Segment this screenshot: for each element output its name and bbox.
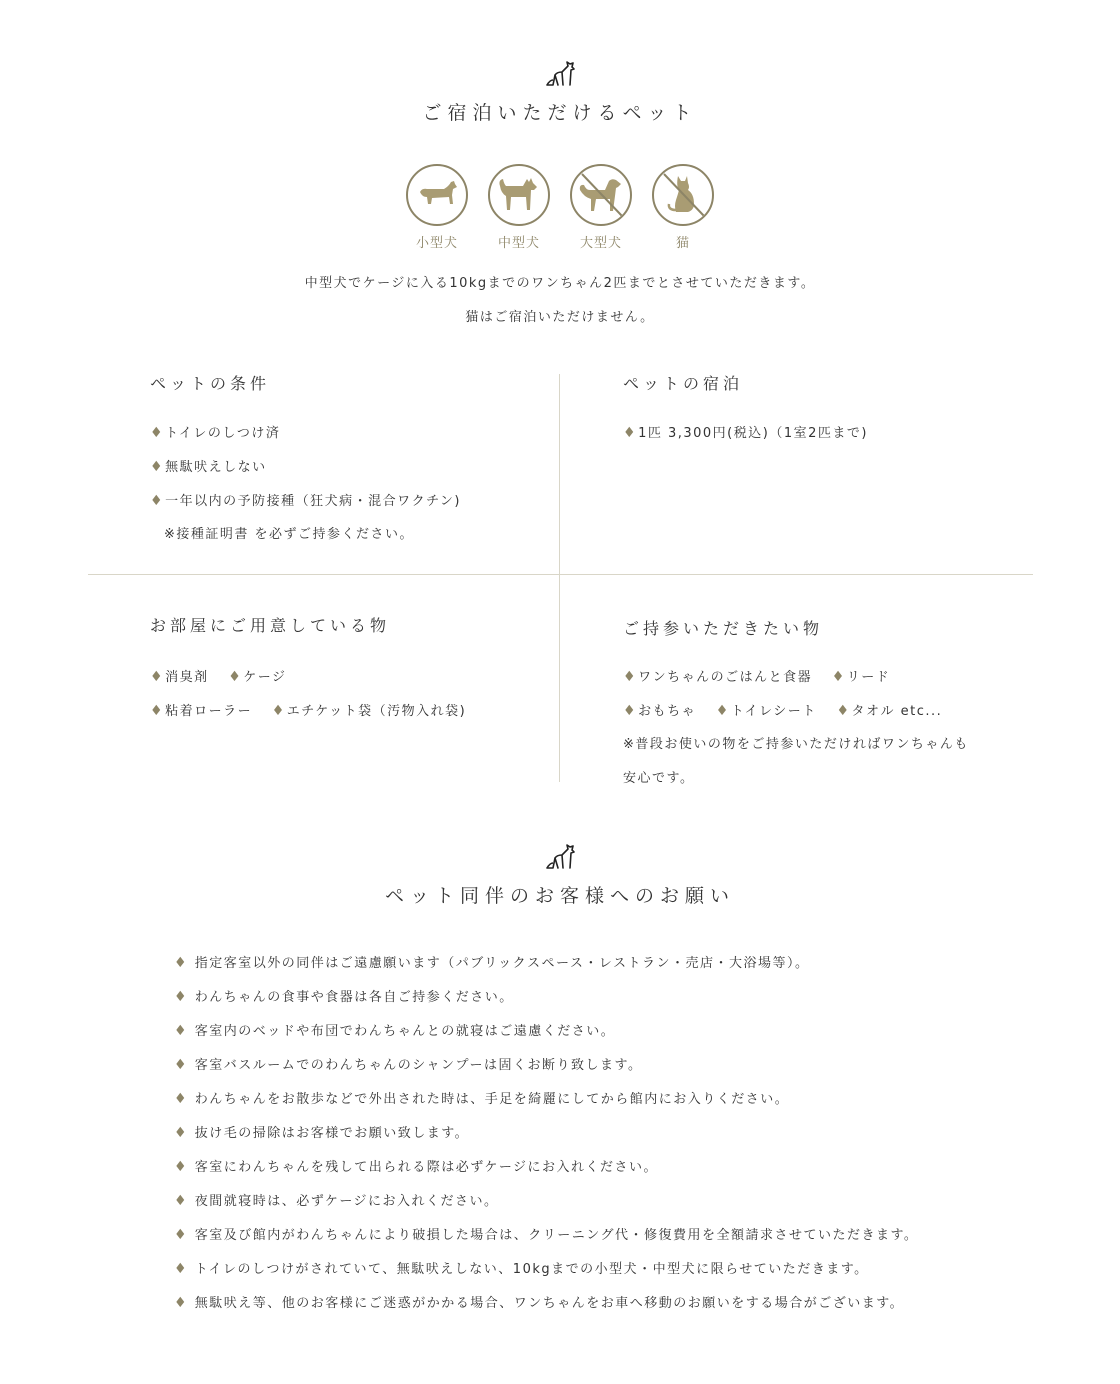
dog-icon bbox=[544, 841, 576, 871]
diamond-icon: ♦ bbox=[174, 1227, 189, 1243]
pet-type-list bbox=[0, 164, 1120, 251]
list-item: ♦トイレのしつけ済 bbox=[150, 425, 281, 441]
note-text: ※普段お使いの物をご持参いただければワンちゃんも bbox=[623, 737, 969, 752]
section-title: ご宿泊いただけるペット bbox=[422, 102, 698, 124]
bring-items-box bbox=[623, 616, 969, 796]
pet-cat bbox=[652, 164, 714, 251]
diamond-icon: ♦ bbox=[715, 703, 730, 719]
dog-icon bbox=[544, 58, 576, 88]
diamond-icon: ♦ bbox=[271, 703, 286, 719]
list-item: ♦一年以内の予防接種（狂犬病・混合ワクチン) bbox=[150, 493, 461, 509]
diamond-icon: ♦ bbox=[174, 989, 189, 1005]
diamond-icon: ♦ bbox=[228, 669, 243, 685]
shiba-icon bbox=[488, 164, 550, 226]
diamond-icon: ♦ bbox=[174, 955, 189, 971]
intro-text: 中型犬でケージに入る10kgまでのワンちゃん2匹までとさせていただきます。 bbox=[304, 276, 816, 291]
diamond-icon: ♦ bbox=[150, 493, 165, 509]
box-title: ご持参いただきたい物 bbox=[623, 619, 824, 638]
section-requests-header bbox=[0, 841, 1120, 908]
pet-label: 小型犬 bbox=[415, 236, 458, 251]
diamond-icon: ♦ bbox=[836, 703, 851, 719]
dachshund-icon bbox=[406, 164, 468, 226]
diamond-icon: ♦ bbox=[150, 669, 165, 685]
box-title: ペットの宿泊 bbox=[623, 374, 744, 393]
list-item: ♦ わんちゃんをお散歩などで外出された時は、手足を綺麗にしてから館内にお入りください。 bbox=[174, 1091, 790, 1107]
diamond-icon: ♦ bbox=[623, 425, 638, 441]
diamond-icon: ♦ bbox=[174, 1193, 189, 1209]
list-item: ♦ わんちゃんの食事や食器は各自ご持参ください。 bbox=[174, 989, 514, 1005]
diamond-icon: ♦ bbox=[174, 1295, 189, 1311]
diamond-icon: ♦ bbox=[174, 1125, 189, 1141]
list-item: ♦1匹 3,300円(税込)（1室2匹まで) bbox=[623, 425, 868, 441]
box-title: お部屋にご用意している物 bbox=[150, 616, 391, 635]
list-item: ♦ワンちゃんのごはんと食器 ♦リード bbox=[623, 669, 891, 685]
list-item: ♦ 客室にわんちゃんを残して出られる際は必ずケージにお入れください。 bbox=[174, 1159, 659, 1175]
list-item: ♦ 指定客室以外の同伴はご遠慮願います（パブリックスペース・レストラン・売店・大浴場等）。 bbox=[174, 955, 810, 971]
divider-vertical bbox=[559, 374, 560, 782]
pet-label: 大型犬 bbox=[579, 236, 622, 251]
diamond-icon: ♦ bbox=[623, 703, 638, 719]
list-item: ♦おもちゃ ♦トイレシート ♦タオル etc... bbox=[623, 703, 943, 719]
pet-large-dog bbox=[570, 164, 632, 251]
retriever-icon bbox=[570, 164, 632, 226]
list-item: ♦ 客室バスルームでのわんちゃんのシャンプーは固くお断り致します。 bbox=[174, 1057, 643, 1073]
diamond-icon: ♦ bbox=[174, 1023, 189, 1039]
diamond-icon: ♦ bbox=[174, 1057, 189, 1073]
cat-icon bbox=[652, 164, 714, 226]
box-title: ペットの条件 bbox=[150, 374, 271, 393]
section-title: ペット同伴のお客様へのお願い bbox=[384, 885, 735, 907]
pet-label: 中型犬 bbox=[497, 236, 540, 251]
list-item: ♦無駄吠えしない bbox=[150, 459, 267, 475]
list-item: ♦ 客室及び館内がわんちゃんにより破損した場合は、クリーニング代・修復費用を全額請求させていただきます。 bbox=[174, 1227, 919, 1243]
list-item: ♦ 抜け毛の掃除はお客様でお願い致します。 bbox=[174, 1125, 470, 1141]
pet-medium-dog bbox=[488, 164, 550, 251]
note-text: ※接種証明書 を必ずご持参ください。 bbox=[164, 527, 415, 542]
list-item: ♦ トイレのしつけがされていて、無駄吠えしない、10kgまでの小型犬・中型犬に限らせていただきます。 bbox=[174, 1261, 869, 1277]
diamond-icon: ♦ bbox=[174, 1261, 189, 1277]
section-pets-header bbox=[0, 58, 1120, 125]
pet-small-dog bbox=[406, 164, 468, 251]
divider-horizontal bbox=[88, 574, 1033, 575]
diamond-icon: ♦ bbox=[174, 1091, 189, 1107]
diamond-icon: ♦ bbox=[150, 703, 165, 719]
list-item: ♦ 客室内のベッドや布団でわんちゃんとの就寝はご遠慮ください。 bbox=[174, 1023, 616, 1039]
conditions-box bbox=[150, 371, 461, 552]
list-item: ♦粘着ローラー ♦エチケット袋（汚物入れ袋) bbox=[150, 703, 467, 719]
requests-list bbox=[174, 946, 918, 1320]
room-items-box bbox=[150, 613, 466, 728]
intro-text: 猫はご宿泊いただけません。 bbox=[465, 310, 655, 325]
diamond-icon: ♦ bbox=[150, 459, 165, 475]
diamond-icon: ♦ bbox=[623, 669, 638, 685]
list-item: ♦ 無駄吠え等、他のお客様にご迷惑がかかる場合、ワンちゃんをお車へ移動のお願いをする場合がございます。 bbox=[174, 1295, 905, 1311]
diamond-icon: ♦ bbox=[150, 425, 165, 441]
note-text: 安心です。 bbox=[623, 771, 695, 786]
stay-box bbox=[623, 371, 868, 450]
diamond-icon: ♦ bbox=[831, 669, 846, 685]
pet-label: 猫 bbox=[675, 236, 690, 251]
list-item: ♦ 夜間就寝時は、必ずケージにお入れください。 bbox=[174, 1193, 499, 1209]
diamond-icon: ♦ bbox=[174, 1159, 189, 1175]
list-item: ♦消臭剤 ♦ケージ bbox=[150, 669, 287, 685]
